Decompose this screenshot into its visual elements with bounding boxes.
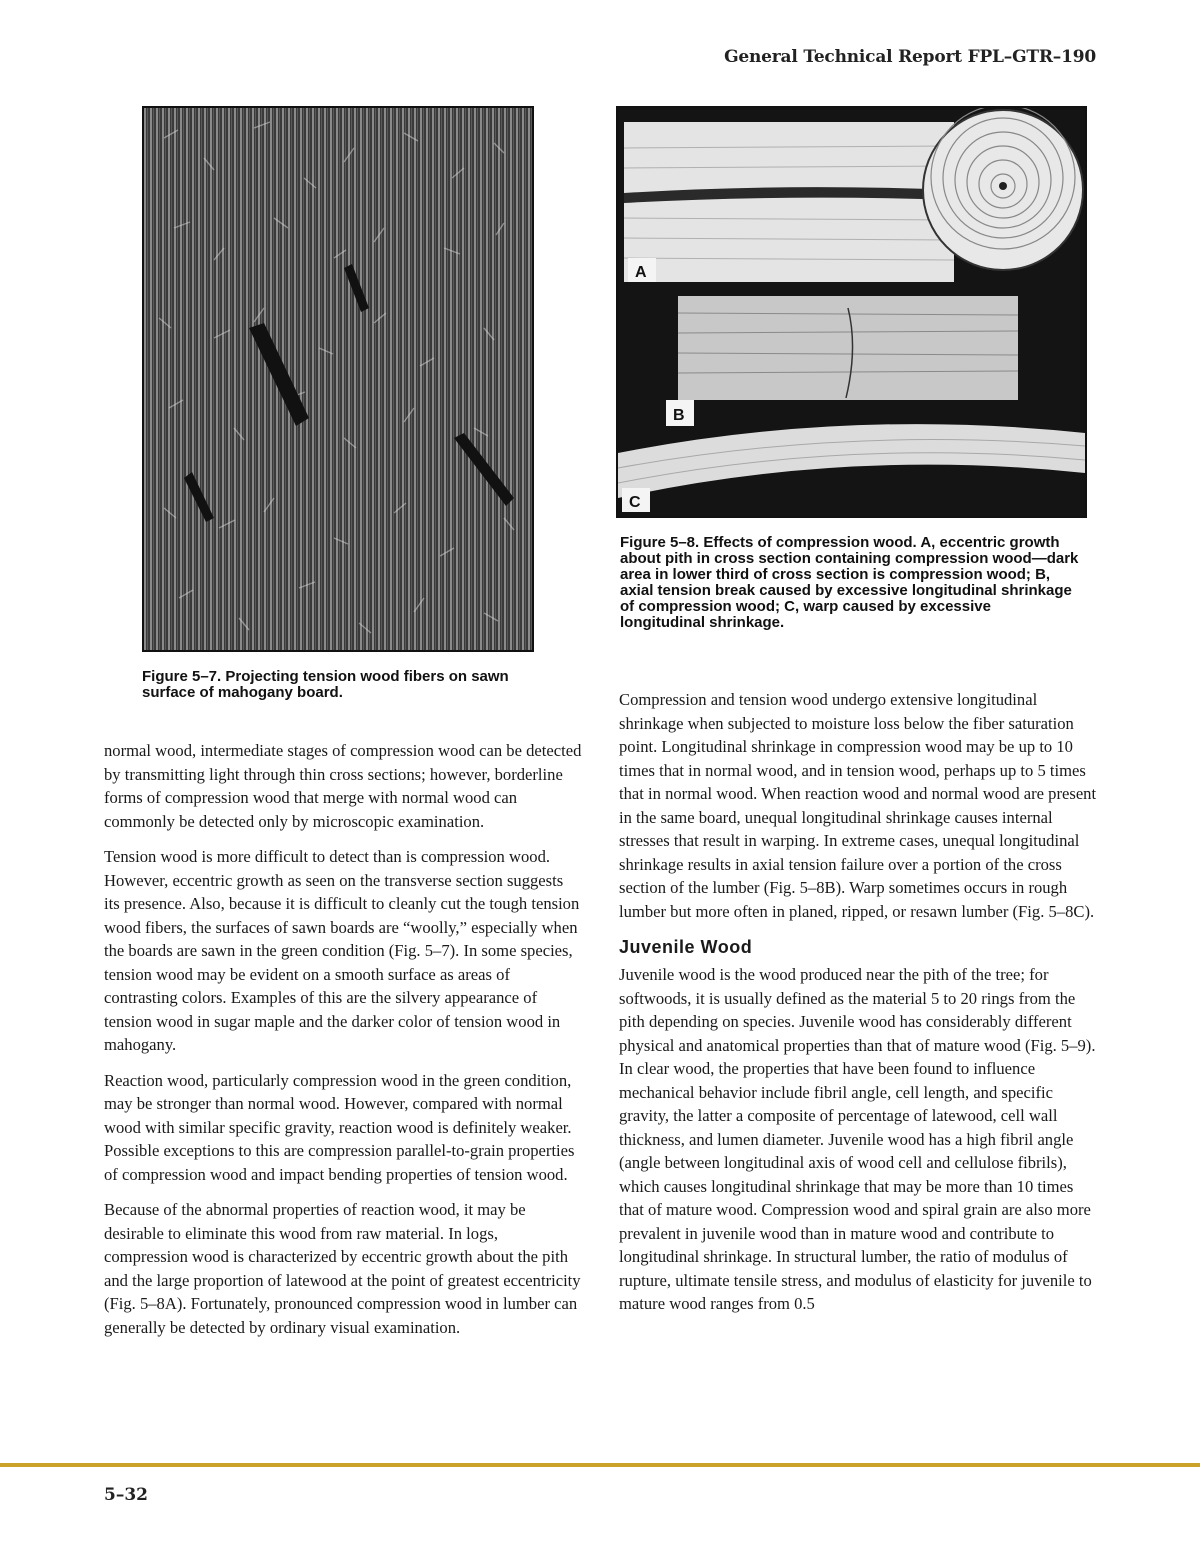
panel-b-board xyxy=(678,296,1018,400)
mahogany-board-image xyxy=(144,108,532,650)
paragraph: normal wood, intermediate stages of compression wood can be detected by transmitting light through thin cross sections; however, borderline forms of compression wood that merge with normal wood can commonly be detected only by microscopic examination. xyxy=(104,741,582,831)
section-heading-juvenile-wood: Juvenile Wood xyxy=(619,937,753,957)
left-column xyxy=(104,739,582,1351)
figure-5-8-photo xyxy=(616,106,1087,518)
paragraph: Tension wood is more difficult to detect than is compression wood. However, eccentric growth as seen on the transverse section suggests its presence. Also, because it is difficult to cleanly cut the tough tension wood fibers, the surfaces of sawn boards are “woolly,” especially when the boards are sawn in the green condition (Fig. 5–7). In some species, tension wood may be evident on a smooth surface as areas of contrasting colors. Examples of this are the silvery appearance of tension wood in sugar maple and the darker color of tension wood in mahogany. xyxy=(104,847,580,1054)
paragraph: Juvenile wood is the wood produced near the pith of the tree; for softwoods, it is usually defined as the material 5 to 20 rings from the pith depending on species. Juvenile wood has considerably different physical and anatomical properties than that of mature wood (Fig. 5–9). In clear wood, the properties that have been found to influence mechanical behavior include fibril angle, cell length, and specific gravity, the latter a composite of percentage of latewood, cell wall thickness, and lumen diameter. Juvenile wood has a high fibril angle (angle between longitudinal axis of wood cell and cellulose fibrils), which causes longitudinal shrinkage that may be more than 10 times that of mature wood. Compression wood and spiral grain are also more prevalent in juvenile wood than in mature wood and contribute to longitudinal shrinkage. In structural lumber, the ratio of modulus of rupture, ultimate tensile stress, and modulus of elasticity for juvenile to mature wood ranges from 0.5 xyxy=(619,965,1096,1313)
compression-wood-image xyxy=(618,108,1085,516)
figure-5-8-caption: Figure 5–8. Effects of compression wood. A, eccentric growth about pith in cross section containing compression wood—dark area in lower third of cross section is compression wood; B, axial tension break caused by excessive longitudinal shrinkage of compression wood; C, warp caused by excessive longitudinal shrinkage. xyxy=(620,534,1079,631)
paragraph: Because of the abnormal properties of reaction wood, it may be desirable to eliminate this wood from raw material. In logs, compression wood is characterized by eccentric growth about the pith and the large proportion of latewood at the point of greatest eccentricity (Fig. 5–8A). Fortunately, pronounced compression wood in lumber can generally be detected by ordinary visual examination. xyxy=(104,1200,581,1337)
figure-5-7-photo xyxy=(142,106,534,652)
report-header: General Technical Report FPL–GTR–190 xyxy=(724,47,1096,67)
panel-b-label: B xyxy=(673,407,685,424)
figure-5-7-caption: Figure 5–7. Projecting tension wood fibers on sawn surface of mahogany board. xyxy=(142,668,509,701)
paragraph: Reaction wood, particularly compression wood in the green condition, may be stronger than normal wood. However, compared with normal wood with similar specific gravity, reaction wood is definitely weaker. Possible exceptions to this are compression parallel-to-grain properties of compression wood and impact bending properties of tension wood. xyxy=(104,1070,575,1184)
right-column xyxy=(619,688,1099,1328)
footer-rule xyxy=(0,1463,1200,1467)
panel-c-label: C xyxy=(629,494,641,511)
paragraph: Compression and tension wood undergo extensive longitudinal shrinkage when subjected to moisture loss below the fiber saturation point. Longitudinal shrinkage in compression wood may be up to 10 times that in normal wood, and in tension wood, perhaps up to 5 times that in normal wood. When reaction wood and normal wood are present in the same board, unequal longitudinal shrinkage causes internal stresses that result in warping. In extreme cases, unequal longitudinal shrinkage results in axial tension failure over a portion of the cross section of the lumber (Fig. 5–8B). Warp sometimes occurs in rough lumber but more often in planed, ripped, or resawn lumber (Fig. 5–8C). xyxy=(619,690,1097,921)
page-number: 5–32 xyxy=(104,1485,148,1505)
panel-a-label: A xyxy=(635,264,647,281)
